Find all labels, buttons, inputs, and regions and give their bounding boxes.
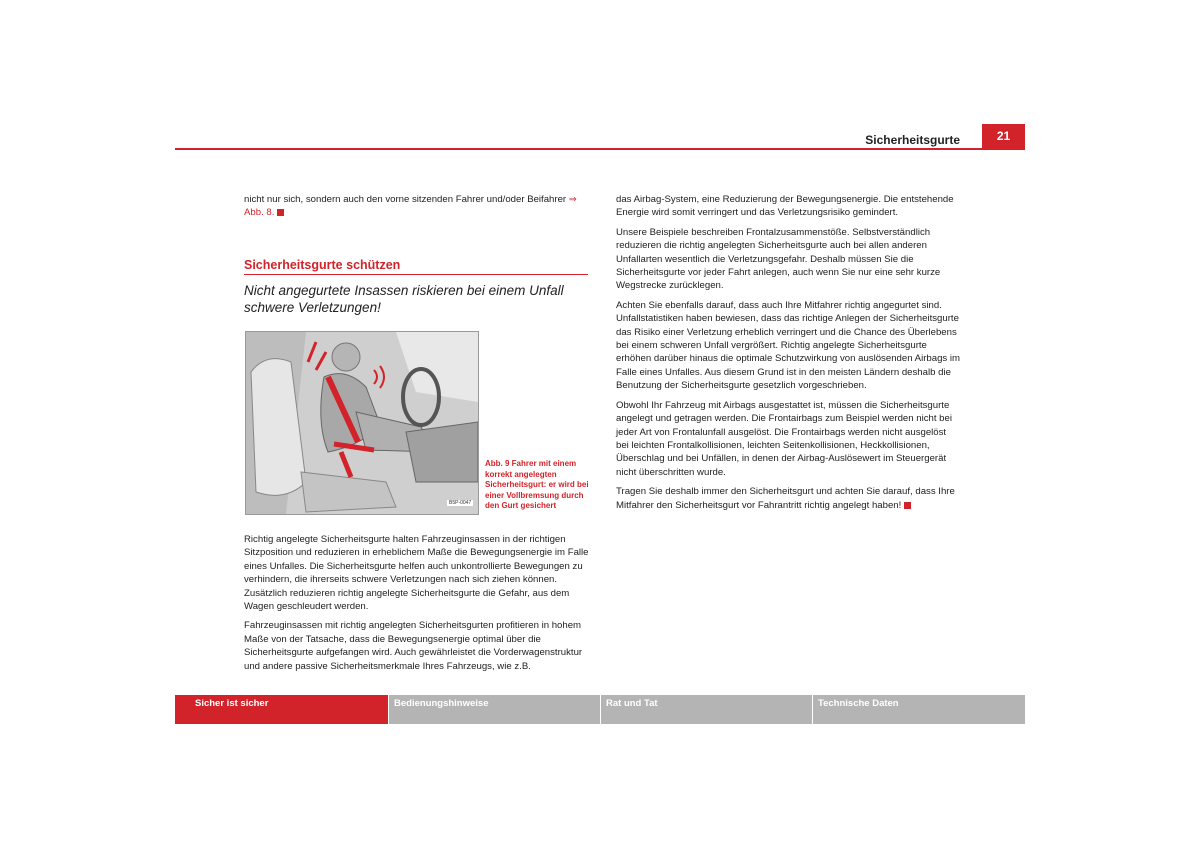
figure-driver-seatbelt — [245, 331, 479, 515]
section-subtitle: Nicht angegurtete Insassen riskieren bei einem Unfall schwere Verletzungen! — [244, 283, 564, 315]
driver-illustration — [246, 332, 478, 514]
footer-tab-bedienungshinweise[interactable]: Bedienungshinweise — [389, 695, 600, 724]
final-text: Tragen Sie deshalb immer den Sicherheitsgurt und achten Sie darauf, dass Ihre Mitfahrer den Sicherheitsgurt vor Fahrantritt richtig angelegt haben! — [616, 486, 955, 511]
paragraph: Obwohl Ihr Fahrzeug mit Airbags ausgestattet ist, müssen die Sicherheitsgurte angelegt und getragen werden. Die Frontairbags zum Beispiel werden nicht bei jeder Art von Frontalunfall ausgelöst. Die Frontairbags werden nicht ausgelöst bei leichten Frontalkollisionen, leichten Seitenkollisionen, Heckkollisionen, Überschlag und bei Unfällen, in denen der Airbag-Auslösewert im Steuergerät nicht überschritten wurde. — [616, 399, 952, 478]
paragraph: das Airbag-System, eine Reduzierung der Bewegungsenergie. Die entstehende Energie wird somit verringert und das Verletzungsrisiko gemindert. — [616, 194, 954, 219]
header-rule — [175, 148, 1025, 150]
paragraph: Unsere Beispiele beschreiben Frontalzusammenstöße. Selbstverständlich reduzieren die richtig angelegten Sicherheitsgurte auch bei allen anderen Unfallarten wesentlich die Verletzungsgefahr. Deshalb müssen Sie die Sicherheitsgurte vor jeder Fahrt anlegen, auch wenn Sie nur eine sehr kurze Wegstrecke zurücklegen. — [616, 226, 941, 292]
figure-code: B5P-0047 — [449, 500, 472, 506]
figure-reference-link[interactable]: ⇒ Abb. 8. — [244, 194, 577, 219]
figure-caption: Abb. 9 Fahrer mit einem korrekt angelegten Sicherheitsgurt: er wird bei einer Vollbremsung durch den Gurt gesichert — [485, 459, 589, 510]
section-end-marker — [277, 209, 284, 216]
paragraph: Richtig angelegte Sicherheitsgurte halten Fahrzeuginsassen in der richtigen Sitzposition und reduzieren in erheblichem Maße die Bewegungsenergie im Falle eines Unfalles. Die Sicherheitsgurte helfen auch unkontrollierte Bewegungen zu verhindern, die ihrerseits schwere Verletzungen nach sich ziehen können. Zusätzlich reduzieren richtig angelegte Sicherheitsgurte die Gefahr, aus dem Wagen geschleudert werden. — [244, 534, 589, 613]
intro-text: nicht nur sich, sondern auch den vorne sitzenden Fahrer und/oder Beifahrer — [244, 194, 567, 205]
left-column-body — [244, 533, 589, 679]
right-column — [616, 193, 961, 518]
header-title: Sicherheitsgurte — [865, 133, 960, 147]
footer-tab-rat-und-tat[interactable]: Rat und Tat — [601, 695, 812, 724]
paragraph: Fahrzeuginsassen mit richtig angelegten Sicherheitsgurten profitieren in hohem Maße von der Tatsache, dass die Bewegungsenergie optimal über die Sicherheitsgurte aufgefangen wird. Auch gewährleistet die Vorderwagenstruktur und andere passive Sicherheitsmerkmale Ihres Fahrzeugs, wie z.B. — [244, 620, 583, 672]
page-number: 21 — [982, 124, 1025, 148]
section-title: Sicherheitsgurte schützen — [244, 258, 588, 275]
paragraph-final — [616, 485, 961, 512]
footer-tab-sicher-ist-sicher[interactable]: Sicher ist sicher — [175, 695, 388, 724]
paragraph: Achten Sie ebenfalls darauf, dass auch Ihre Mitfahrer richtig angegurtet sind. Unfallstatistiken haben bewiesen, dass das richtige Anlegen der Sicherheitsgurte das Risiko einer Verletzung erheblich verringert und die Chance des Überlebens bei einem schweren Unfall vergrößert. Richtig angelegte Sicherheitsgurte erhöhen darüber hinaus die optimale Schutzwirkung von auslösenden Airbags im Falle eines Unfalles. Aus diesem Grund ist in den meisten Ländern deshalb die Benutzung der Sicherheitsgurte gesetzlich vorgeschrieben. — [616, 299, 960, 392]
intro-paragraph — [244, 193, 589, 220]
left-column-intro — [244, 193, 589, 226]
section-end-marker — [904, 502, 911, 509]
footer-tab-technische-daten[interactable]: Technische Daten — [813, 695, 1025, 724]
